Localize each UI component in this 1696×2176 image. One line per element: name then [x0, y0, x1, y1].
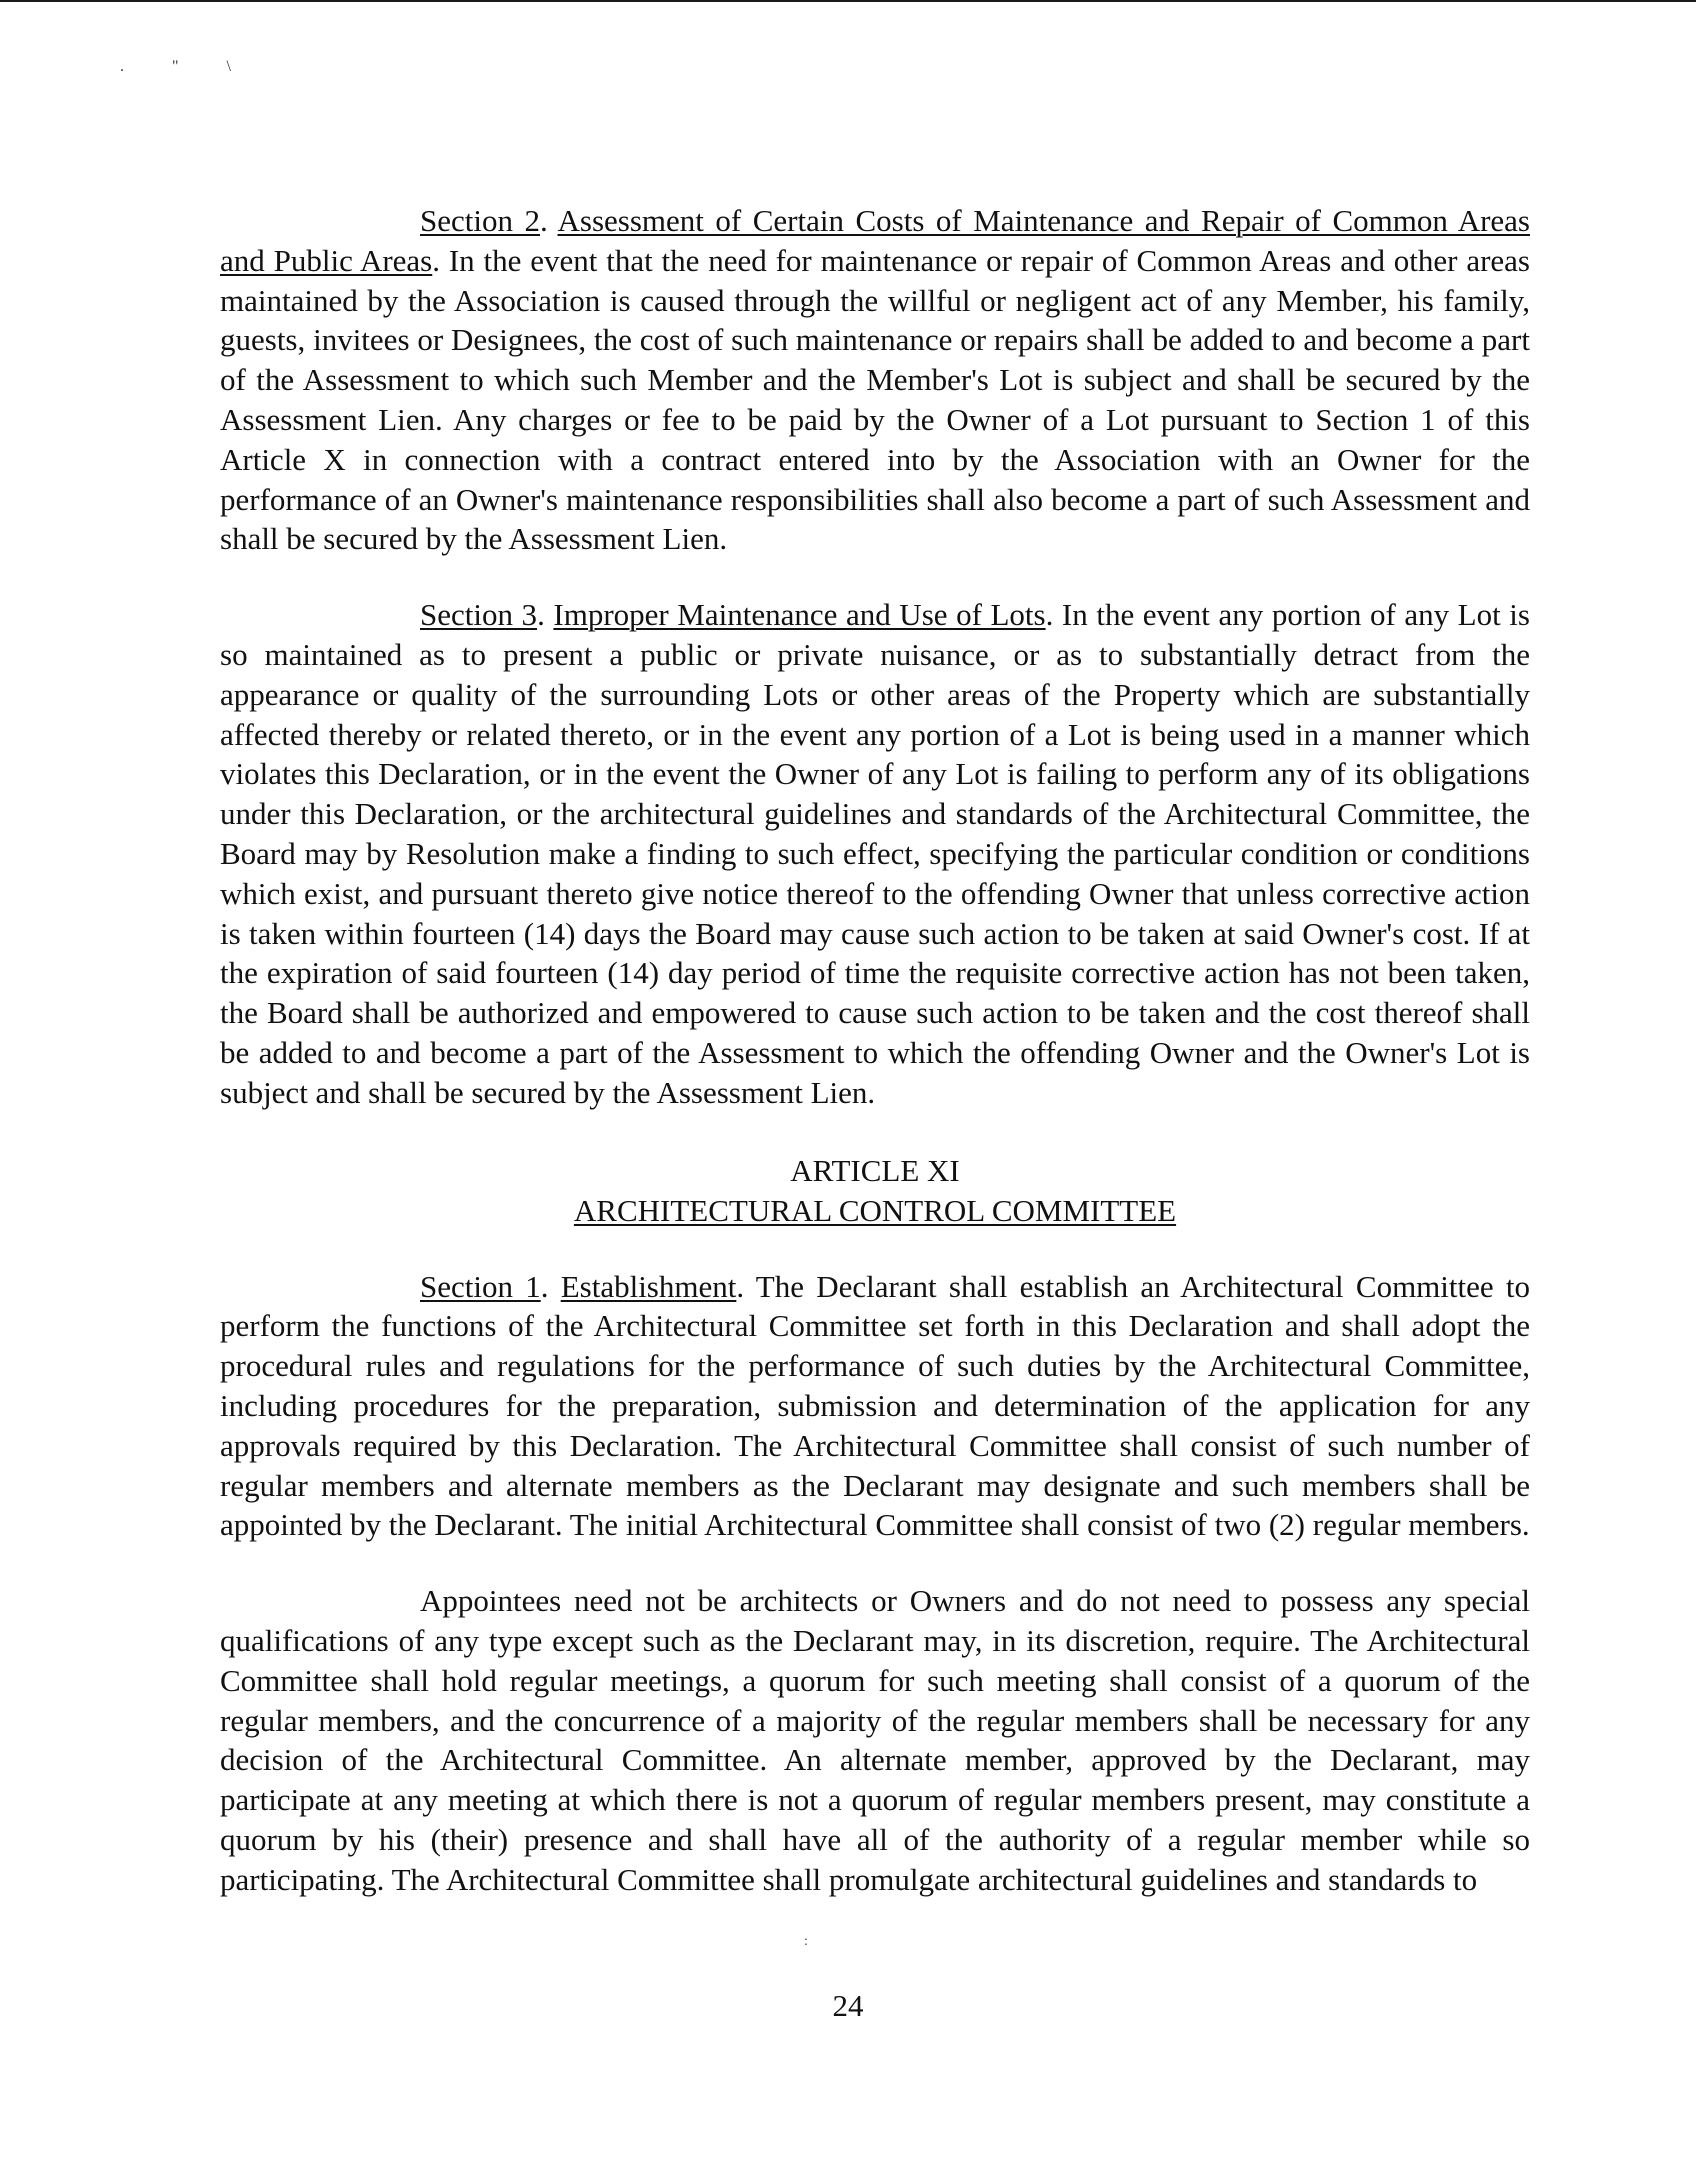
section-3-paragraph: Section 3. Improper Maintenance and Use of Lots. In the event any portion of any Lot is so maintained as to present a public or private nuisance, or as to substantially detract from the appearance or quality of the surrounding Lots or other areas of the Property which are substantially affected thereby or related thereto, or in the event any portion of a Lot is being used in a manner which violates this Declaration, or in the event the Owner of any Lot is failing to perform any of its obligations under this Declaration, or the architectural guidelines and standards of the Architectural Committee, the Board may by Resolution make a finding to such effect, specifying the particular condition or conditions which exist, and pursuant thereto give notice thereof to the offending Owner that unless corrective action is taken within fourteen (14) days the Board may cause such action to be taken at said Owner's cost. If at the expiration of said fourteen (14) day period of time the requisite corrective action has not been taken, the Board shall be authorized and empowered to cause such action to be taken and the cost thereof shall be added to and become a part of the Assessment to which the offending Owner and the Owner's Lot is subject and shall be secured by the Assessment Lien. — [220, 597, 1530, 1110]
section-2-body: In the event that the need for maintenance or repair of Common Areas and other areas maintained by the Association is caused through the willful or negligent act of any Member, his family, guests, invitees or Designees, the cost of such maintenance or repairs shall be added to and become a part of the Assessment to which such Member and the Member's Lot is subject and shall be secured by the Assessment Lien. Any charges or fee to be paid by the Owner of a Lot pursuant to Section 1 of this Article X in connection with a contract entered into by the Association with an Owner for the performance of an Owner's maintenance responsibilities shall also become a part of such Assessment and shall be secured by the Assessment Lien. — [220, 242, 1530, 557]
section-3-label: Section 3 — [420, 597, 538, 633]
document-body — [220, 201, 1530, 1899]
section-3-body: In the event any portion of any Lot is so maintained as to present a public or private nuisance, or as to substantially detract from the appearance or quality of the surrounding Lots or other areas of the Property which are substantially affected thereby or related thereto, or in the event any portion of a Lot is being used in a manner which violates this Declaration, or in the event the Owner of any Lot is failing to perform any of its obligations under this Declaration, or the architectural guidelines and standards of the Architectural Committee, the Board may by Resolution make a finding to such effect, specifying the particular condition or conditions which exist, and pursuant thereto give notice thereof to the offending Owner that unless corrective action is taken within fourteen (14) days the Board may cause such action to be taken at said Owner's cost. If at the expiration of said fourteen (14) day period of time the requisite corrective action has not been taken, the Board shall be authorized and empowered to cause such action to be taken and the cost thereof shall be added to and become a part of the Assessment to which the offending Owner and the Owner's Lot is subject and shall be secured by the Assessment Lien. — [220, 597, 1530, 1110]
page-number: 24 — [832, 1988, 864, 2023]
section-3-heading: Improper Maintenance and Use of Lots — [553, 597, 1046, 633]
stray-mark: : — [804, 1934, 808, 1949]
section-2-paragraph: Section 2. Assessment of Certain Costs of Maintenance and Repair of Common Areas and Public Areas. In the event that the need for maintenance or repair of Common Areas and other areas maintained by the Association is caused through the willful or negligent act of any Member, his family, guests, invitees or Designees, the cost of such maintenance or repairs shall be added to and become a part of the Assessment to which such Member and the Member's Lot is subject and shall be secured by the Assessment Lien. Any charges or fee to be paid by the Owner of a Lot pursuant to Section 1 of this Article X in connection with a contract entered into by the Association with an Owner for the performance of an Owner's maintenance responsibilities shall also become a part of such Assessment and shall be secured by the Assessment Lien. — [220, 203, 1530, 557]
top-border-line — [0, 0, 1696, 2]
article-section-1-label: Section 1 — [420, 1268, 541, 1304]
section-2-heading: Assessment of Certain Costs of Maintenance and Repair of Common Areas and Public Areas — [220, 203, 1530, 278]
article-section-1-paragraph: Section 1. Establishment. The Declarant shall establish an Architectural Committee to perform the functions of the Architectural Committee set forth in this Declaration and shall adopt the procedural rules and regulations for the performance of such duties by the Architectural Committee, including procedures for the preparation, submission and determination of the application for any approvals required by this Declaration. The Architectural Committee shall consist of such number of regular members and alternate members as the Declarant may designate and such members shall be appointed by the Declarant. The initial Architectural Committee shall consist of two (2) regular members. — [220, 1268, 1530, 1543]
article-number: ARTICLE XI — [790, 1152, 960, 1188]
article-heading — [220, 1151, 1530, 1231]
article-title — [220, 1191, 1530, 1231]
scan-marks: . " \ — [120, 58, 253, 75]
section-2-label: Section 2 — [420, 203, 540, 238]
article-section-1-heading: Establishment — [560, 1268, 737, 1304]
article-section-1-body: The Declarant shall establish an Architectural Committee to perform the functions of the Architectural Committee set forth in this Declaration and shall adopt the procedural rules and regulations for the performance of such duties by the Architectural Committee, including procedures for the preparation, submission and determination of the application for any approvals required by this Declaration. The Architectural Committee shall consist of such number of regular members and alternate members as the Declarant may designate and such members shall be appointed by the Declarant. The initial Architectural Committee shall consist of two (2) regular members. — [220, 1268, 1530, 1543]
article-title-text: ARCHITECTURAL CONTROL COMMITTEE — [573, 1192, 1177, 1228]
appointees-paragraph: Appointees need not be architects or Owners and do not need to possess any special qualifications of any type except such as the Declarant may, in its discretion, require. The Architectural Committee shall hold regular meetings, a quorum for such meeting shall consist of a quorum of the regular members, and the concurrence of a majority of the regular members shall be necessary for any decision of the Architectural Committee. An alternate member, approved by the Declarant, may participate at any meeting at which there is not a quorum of regular members present, may constitute a quorum by his (their) presence and shall have all of the authority of a regular member while so participating. The Architectural Committee shall promulgate architectural guidelines and standards to — [220, 1583, 1530, 1897]
